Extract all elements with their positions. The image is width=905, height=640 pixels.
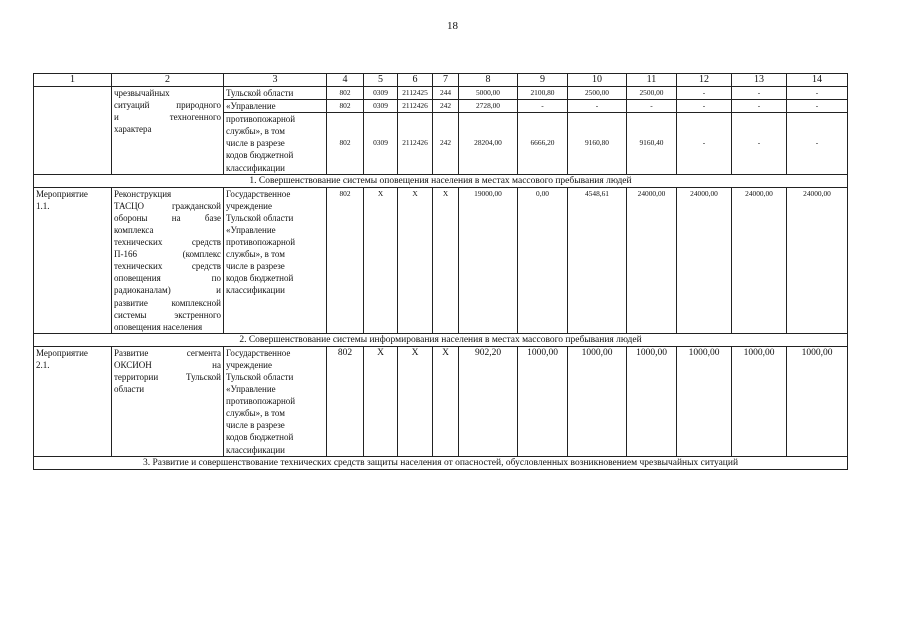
cell-value: - <box>787 113 848 174</box>
cell-value: 9160,80 <box>568 113 627 174</box>
table-row <box>34 346 848 456</box>
text-line: кодов бюджетной <box>226 273 294 284</box>
text-line: ТАСЦО гражданской <box>114 200 221 211</box>
cell-value: 24000,00 <box>787 187 848 333</box>
cell-description <box>112 87 224 175</box>
text-line: классификации <box>226 444 285 455</box>
cell-value: 24000,00 <box>677 187 732 333</box>
text-line: системы экстренного <box>114 309 221 320</box>
text-line: 2.1. <box>36 359 50 370</box>
cell-value: X <box>364 346 398 456</box>
budget-table <box>33 73 848 470</box>
text-line: технических средств <box>114 237 221 248</box>
cell-value: - <box>732 87 787 100</box>
header-cell: 3 <box>224 74 327 87</box>
cell-executor <box>224 87 327 100</box>
text-line: и техногенного <box>114 112 221 123</box>
cell-executor <box>224 113 327 174</box>
cell-value: 242 <box>433 113 459 174</box>
header-cell: 14 <box>787 74 848 87</box>
section-title: 1. Совершенствование системы оповещения населения в местах массового пребывания людей <box>34 174 848 187</box>
text-line: ОКСИОН на <box>114 359 221 370</box>
text-line: Мероприятие <box>36 347 88 358</box>
text-line: Тульской области <box>226 371 294 382</box>
section-title: 3. Развитие и совершенствование технических средств защиты населения от опасностей, обусловленных возникновением чрезвычайных ситуаций <box>34 456 848 469</box>
section-row <box>34 333 848 346</box>
header-cell: 4 <box>327 74 364 87</box>
cell-value: 0309 <box>364 113 398 174</box>
cell-value: 2112425 <box>398 87 433 100</box>
header-cell: 13 <box>732 74 787 87</box>
section-row <box>34 174 848 187</box>
text-line: Развитие сегмента <box>114 347 221 358</box>
cell-executor <box>224 346 327 456</box>
cell-value: 28204,00 <box>459 113 518 174</box>
cell-value: - <box>677 100 732 113</box>
cell-value: - <box>568 100 627 113</box>
cell-value: - <box>787 100 848 113</box>
text-line: обороны на базе <box>114 212 221 223</box>
cell-executor <box>224 100 327 113</box>
cell-value: 902,20 <box>459 346 518 456</box>
cell-value: 1000,00 <box>677 346 732 456</box>
cell-description <box>112 187 224 333</box>
text-line: Государственное <box>226 188 291 199</box>
header-cell: 11 <box>627 74 677 87</box>
cell-value: - <box>518 100 568 113</box>
cell-value: 9160,40 <box>627 113 677 174</box>
cell-value: 2728,00 <box>459 100 518 113</box>
header-cell: 8 <box>459 74 518 87</box>
cell-value: 802 <box>327 87 364 100</box>
text-line: Тульской области <box>226 212 294 223</box>
section-title: 2. Совершенствование системы информирования населения в местах массового пребывания людей <box>34 333 848 346</box>
text-line: характера <box>114 124 152 135</box>
table-row <box>34 87 848 100</box>
cell-value: 2100,80 <box>518 87 568 100</box>
cell-value: 0309 <box>364 100 398 113</box>
text-line: Государственное <box>226 347 291 358</box>
text-line: службы», в том <box>226 249 285 260</box>
cell-value: 802 <box>327 187 364 333</box>
text-line: Реконструкция <box>114 188 172 199</box>
cell-value: - <box>677 113 732 174</box>
cell-value: 24000,00 <box>627 187 677 333</box>
text-line: комплекса <box>114 224 154 235</box>
cell-value: 244 <box>433 87 459 100</box>
cell-value: 802 <box>327 346 364 456</box>
text-line: технических средств <box>114 261 221 272</box>
cell-value: - <box>732 113 787 174</box>
cell-value: X <box>398 187 433 333</box>
header-cell: 1 <box>34 74 112 87</box>
cell-value: - <box>732 100 787 113</box>
text-line: Тульской области <box>226 88 294 98</box>
text-line: учреждение <box>226 359 272 370</box>
text-line: чрезвычайных <box>114 88 170 98</box>
cell-value: 1000,00 <box>627 346 677 456</box>
cell-value: X <box>364 187 398 333</box>
cell-description <box>112 346 224 456</box>
cell-value: 19000,00 <box>459 187 518 333</box>
text-line: службы», в том <box>226 408 285 419</box>
cell-value: 1000,00 <box>787 346 848 456</box>
header-cell: 2 <box>112 74 224 87</box>
text-line: кодов бюджетной <box>226 150 294 161</box>
cell-value: 24000,00 <box>732 187 787 333</box>
cell-value: X <box>398 346 433 456</box>
cell-value: 1000,00 <box>732 346 787 456</box>
cell-value: 2500,00 <box>568 87 627 100</box>
header-cell: 9 <box>518 74 568 87</box>
page-number: 18 <box>447 20 458 32</box>
header-cell: 7 <box>433 74 459 87</box>
cell-value: 0309 <box>364 87 398 100</box>
cell-value: 5000,00 <box>459 87 518 100</box>
cell-value: - <box>627 100 677 113</box>
text-line: ситуаций природного <box>114 100 221 111</box>
cell-measure <box>34 346 112 456</box>
cell-value: 242 <box>433 100 459 113</box>
cell-value: 1000,00 <box>568 346 627 456</box>
cell-value: X <box>433 346 459 456</box>
text-line: числе в разрезе <box>226 261 285 272</box>
text-line: Мероприятие <box>36 188 88 199</box>
header-cell: 12 <box>677 74 732 87</box>
text-line: «Управление <box>226 101 276 112</box>
text-line: 1.1. <box>36 200 50 211</box>
text-line: развитие комплексной <box>114 297 221 308</box>
text-line: учреждение <box>226 200 272 211</box>
cell-value: - <box>787 87 848 100</box>
text-line: области <box>114 384 145 395</box>
text-line: противопожарной <box>226 114 296 125</box>
cell-value: 1000,00 <box>518 346 568 456</box>
cell-value: 2112426 <box>398 100 433 113</box>
cell-executor <box>224 187 327 333</box>
cell-value: - <box>677 87 732 100</box>
text-line: кодов бюджетной <box>226 432 294 443</box>
text-line: оповещения населения <box>114 321 203 332</box>
header-row <box>34 74 848 87</box>
cell-empty <box>34 87 112 175</box>
cell-value: 802 <box>327 113 364 174</box>
cell-value: 2500,00 <box>627 87 677 100</box>
text-line: службы», в том <box>226 126 285 137</box>
cell-value: X <box>433 187 459 333</box>
text-line: противопожарной <box>226 237 296 248</box>
cell-value: 802 <box>327 100 364 113</box>
text-line: классификации <box>226 162 285 173</box>
header-cell: 10 <box>568 74 627 87</box>
cell-value: 0,00 <box>518 187 568 333</box>
text-line: «Управление <box>226 224 276 235</box>
cell-value: 6666,20 <box>518 113 568 174</box>
text-line: числе в разрезе <box>226 138 285 149</box>
section-row <box>34 456 848 469</box>
text-line: П-166 (комплекс <box>114 249 221 260</box>
text-line: классификации <box>226 285 285 296</box>
text-line: радиоканалам) и <box>114 285 221 296</box>
cell-measure <box>34 187 112 333</box>
text-line: противопожарной <box>226 396 296 407</box>
text-line: «Управление <box>226 384 276 395</box>
header-cell: 5 <box>364 74 398 87</box>
text-line: оповещения по <box>114 273 221 284</box>
cell-value: 4548,61 <box>568 187 627 333</box>
table-row <box>34 187 848 333</box>
header-cell: 6 <box>398 74 433 87</box>
text-line: числе в разрезе <box>226 420 285 431</box>
cell-value: 2112426 <box>398 113 433 174</box>
text-line: территории Тульской <box>114 371 221 382</box>
